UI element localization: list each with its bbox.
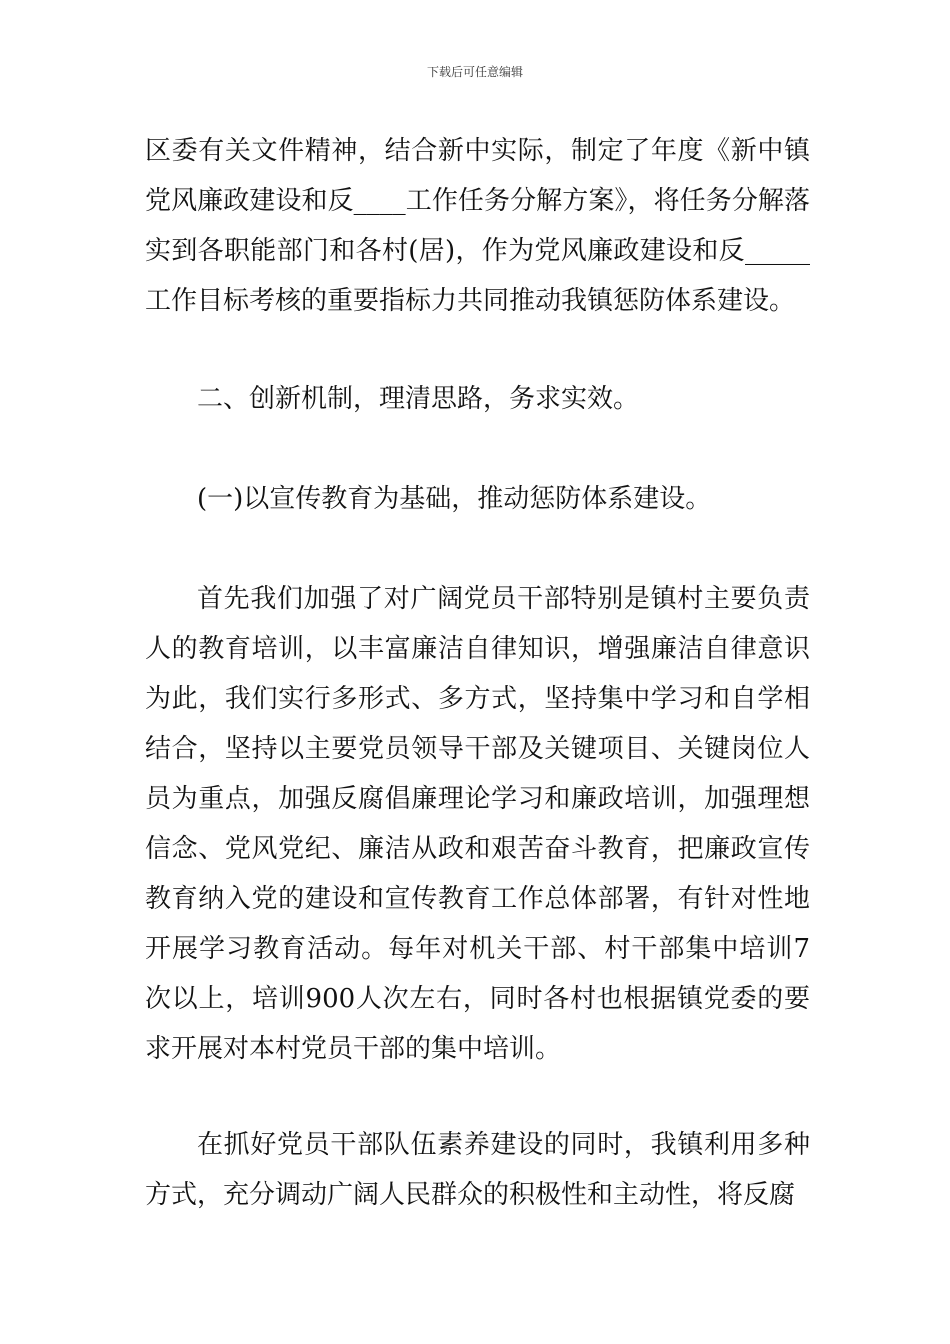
section-heading-2: [145, 374, 810, 424]
paragraph-2-text: 首先我们加强了对广阔党员干部特别是镇村主要负责人的教育培训，以丰富廉洁自律知识，增强廉洁自律意识为此，我们实行多形式、多方式，坚持集中学习和自学相结合，坚持以主要党员领导干部及关键项目、关键岗位人员为重点，加强反腐倡廉理论学习和廉政培训，加强理想信念、党风党纪、廉洁从政和艰苦奋斗教育，把廉政宣传教育纳入党的建设和宣传教育工作总体部署，有针对性地开展学习教育活动。每年对机关干部、村干部集中培训7次以上，培训900人次左右，同时各村也根据镇党委的要求开展对本村党员干部的集中培训。: [145, 584, 810, 1064]
subsection-heading-1-text: (一)以宣传教育为基础，推动惩防体系建设。: [197, 484, 712, 514]
subsection-heading-1: [145, 474, 810, 524]
paragraph-2: [145, 574, 810, 1074]
paragraph-3-text: 在抓好党员干部队伍素养建设的同时，我镇利用多种方式，充分调动广阔人民群众的积极性和主动性，将反腐: [145, 1130, 810, 1210]
paragraph-1-text: 区委有关文件精神，结合新中实际，制定了年度《新中镇党风廉政建设和反____工作任务分解方案》，将任务分解落实到各职能部门和各村(居)，作为党风廉政建设和反_____工作目标考核的重要指标力共同推动我镇惩防体系建设。: [145, 136, 810, 316]
paragraph-3: [145, 1120, 810, 1220]
paragraph-1: [145, 126, 810, 326]
section-heading-2-text: 二、创新机制，理清思路，务求实效。: [197, 384, 640, 414]
page-header-note: 下载后可任意编辑: [426, 65, 523, 79]
